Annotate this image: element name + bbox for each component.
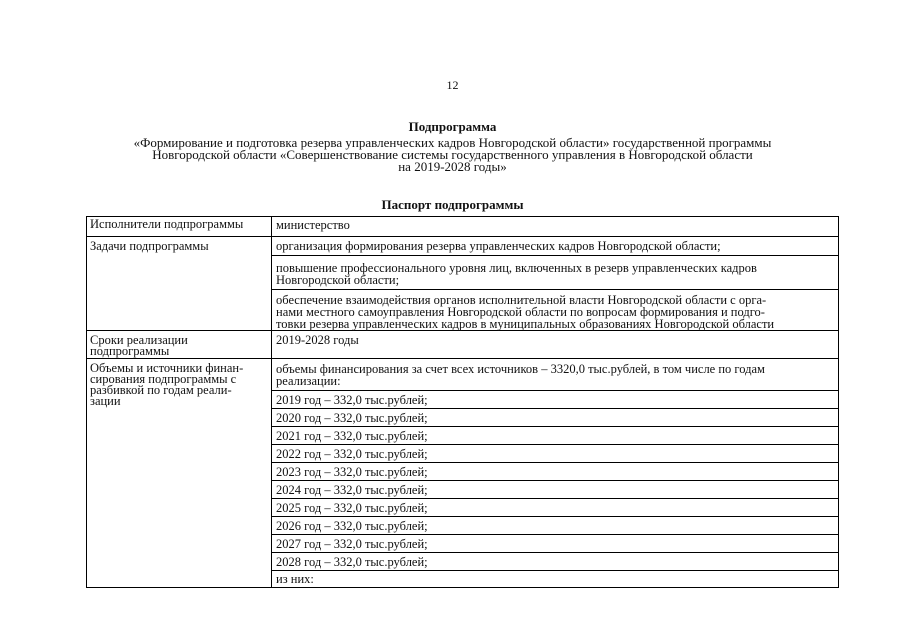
funding-year-text: 2028 год – 332,0 тыс.рублей;: [276, 555, 428, 569]
funding-label-line: разбивкой по годам реали-: [90, 383, 232, 397]
funding-label-line: Объемы и источники финан-: [90, 361, 244, 375]
passport-title: Паспорт подпрограммы: [381, 197, 524, 212]
funding-year-text: 2022 год – 332,0 тыс.рублей;: [276, 447, 428, 461]
subtitle-line: «Формирование и подготовка резерва управленческих кадров Новгородской области» государственной программы: [133, 135, 772, 150]
task-line: нами местного самоуправления Новгородской области по вопросам формирования и подго-: [276, 305, 765, 319]
funding-intro-line: реализации:: [276, 374, 341, 388]
tasks-value-cell: [272, 237, 839, 331]
funding-value-cell: [272, 359, 839, 588]
task-item: [272, 237, 838, 255]
funding-footer: из них:: [276, 572, 314, 586]
funding-year-text: 2027 год – 332,0 тыс.рублей;: [276, 537, 428, 551]
table-row-executors: [87, 217, 839, 237]
page-number: 12: [446, 78, 459, 92]
table-row-terms: [87, 331, 839, 359]
funding-year-row: [272, 552, 838, 570]
tasks-label: Задачи подпрограммы: [87, 237, 272, 331]
funding-year-row: [272, 408, 838, 426]
terms-label-line: Сроки реализации: [90, 333, 188, 347]
subprogram-subtitle: [80, 137, 825, 173]
funding-year-text: 2023 год – 332,0 тыс.рублей;: [276, 465, 428, 479]
funding-year-row: [272, 426, 838, 444]
funding-year-text: 2025 год – 332,0 тыс.рублей;: [276, 501, 428, 515]
task-line: организация формирования резерва управленческих кадров Новгородской области;: [276, 239, 721, 253]
terms-label: [87, 331, 272, 359]
passport-table: [86, 216, 839, 588]
task-item: [272, 255, 838, 289]
funding-intro: [272, 359, 838, 390]
funding-year-row: [272, 462, 838, 480]
funding-intro-line: объемы финансирования за счет всех источников – 3320,0 тыс.рублей, в том числе по годам: [276, 362, 765, 376]
funding-year-row: [272, 516, 838, 534]
funding-year-row: [272, 390, 838, 408]
task-line: повышение профессионального уровня лиц, включенных в резерв управленческих кадров: [276, 261, 757, 275]
funding-year-row: [272, 480, 838, 498]
funding-label-line: зации: [90, 394, 121, 408]
task-line: товки резерва управленческих кадров в муниципальных образованиях Новгородской области: [276, 317, 775, 331]
executors-label: Исполнители подпрограммы: [87, 217, 272, 237]
table-row-funding: [87, 359, 839, 588]
terms-value-cell: [272, 331, 839, 359]
funding-year-text: 2019 год – 332,0 тыс.рублей;: [276, 393, 428, 407]
funding-footer-row: [272, 570, 838, 587]
subtitle-line: Новгородской области «Совершенствование системы государственного управления в Новгородской области: [152, 147, 753, 162]
subprogram-heading: Подпрограмма: [408, 119, 497, 134]
funding-years-list: [272, 390, 838, 570]
task-line: обеспечение взаимодействия органов исполнительной власти Новгородской области с орга-: [276, 293, 767, 307]
terms-label-line: подпрограммы: [90, 344, 170, 358]
funding-year-text: 2024 год – 332,0 тыс.рублей;: [276, 483, 428, 497]
funding-label: [87, 359, 272, 588]
funding-label-line: сирования подпрограммы с: [90, 372, 237, 386]
task-item: [272, 289, 838, 330]
table-row-tasks: [87, 237, 839, 331]
funding-year-row: [272, 534, 838, 552]
subtitle-line: на 2019-2028 годы»: [398, 159, 507, 174]
funding-year-row: [272, 498, 838, 516]
executors-value-cell: [272, 217, 839, 237]
task-line: Новгородской области;: [276, 273, 400, 287]
funding-year-text: 2021 год – 332,0 тыс.рублей;: [276, 429, 428, 443]
funding-year-text: 2020 год – 332,0 тыс.рублей;: [276, 411, 428, 425]
executors-value: министерство: [276, 218, 350, 232]
funding-year-text: 2026 год – 332,0 тыс.рублей;: [276, 519, 428, 533]
funding-year-row: [272, 444, 838, 462]
terms-value: 2019-2028 годы: [276, 333, 359, 347]
